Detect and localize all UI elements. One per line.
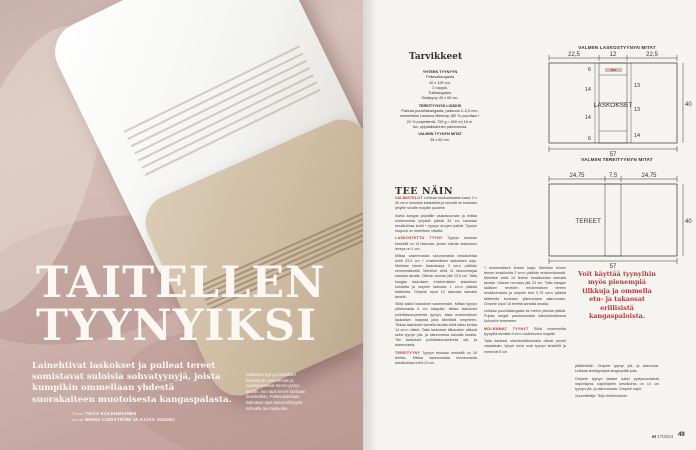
title-line: TAITELLEN — [36, 258, 326, 308]
pull-quote: Voit käyttää tyynyihin myös pienempiä tilkkuja ja ommella etu- ja takaosat erillisistä kangaspaloista. — [578, 270, 656, 321]
height-label: 40 — [685, 219, 692, 225]
instruction-paragraph — [484, 327, 566, 337]
paragraph-text: Tyynyn etuosan keskellä on 16 teretta. Mittaa vasemmasta sivureunasta keskikohtaa kohti 23 cm — [395, 350, 477, 365]
instruction-paragraph: Silitä kaikki laskokset vasemmalle. Mittaa tyynyn yläreunasta 6 cm alaspäin, tikkaa laskokset poikittaisompeleella tyynyn, alsta ensimmäisen laskoksen harjasta joka kiinnittää ompeleen. Tikkaa laskokset samalla tavalla vielä kaksi kertaa 14 cm:n välein. Taita laskokset tikkausten välissä sekä tyynyn ylä- ja alareunasta samalla tavalla. Tee laskokset poikittaisompeleella ylä- ja alareunasta. — [395, 302, 477, 348]
dimension-label: 22,5 — [568, 52, 580, 58]
dimension-label: 7,5 — [608, 173, 618, 179]
credit-label: Kuvat — [72, 418, 84, 422]
instructions-heading: TEE NÄIN — [395, 186, 454, 197]
materials-subheading: YHTEEN TYYNYYN — [422, 70, 458, 74]
height-label: 40 — [685, 102, 692, 108]
page-number: 49 — [678, 432, 685, 438]
instruction-paragraph: Ompele tyynyn taakse kaksi pystysuuntaista napinläpeä, napinläpien keskikohta on 14 cm tyynyn ylä- ja alareunasta. Ompele napit. — [575, 376, 659, 391]
materials-line: 40 x 150 cm. — [429, 80, 451, 85]
article-title — [36, 258, 326, 351]
materials-line: Iso, sylpäsikkärinen paininneula. — [412, 124, 468, 129]
article-lead: Lainehtivat laskokset ja pulleat tereet somistavat suloisia sohvatyynyjä, joista kumpikin ommellaan yhdestä suorakaiteen muotoisesta kangaspalasta. — [32, 361, 232, 405]
credit-name: MINNA LINDSTRÖM JA KAISA JOUHKI — [84, 417, 175, 422]
dimension-label: 22,5 — [646, 52, 658, 58]
pleat-pillow-diagram — [541, 51, 693, 156]
dimension-label: 24,75 — [641, 173, 657, 179]
dimension-label: 24,75 — [569, 173, 585, 179]
instruction-paragraph — [395, 236, 477, 251]
instruction-paragraph — [395, 196, 477, 211]
section-label: MOLEMMAT TYYNYT — [484, 326, 529, 331]
instruction-paragraph: Leikkaa puuvillalangasta ta metrin pituisia pätkiä. Pujota langat parsinneulalla kaksinkertaisena kuhunkin tereeseen. — [484, 309, 566, 324]
zone-label: LASKOKSET — [593, 102, 633, 109]
segment-label: 14 — [584, 87, 591, 93]
issue-number: 17/2024 — [657, 434, 674, 439]
materials-heading: Tarvikkeet — [409, 52, 463, 62]
materials-line: Pellavakangasta — [426, 75, 454, 80]
article-credits — [72, 411, 242, 423]
credit-label: Teksti — [72, 412, 85, 416]
pleat-line — [124, 46, 300, 133]
segment-label: 14 — [584, 115, 591, 121]
instruction-paragraph: Taita kankaat oluenkeskikohdalla oikeat puolet vastakkain, lyhyet sivut ovat tyynyn keskellä ja menevät 5 cm — [484, 339, 566, 354]
segment-label: 13 — [634, 107, 641, 113]
instructions-column — [395, 196, 477, 444]
materials-list — [399, 68, 481, 143]
page-gutter-shadow — [363, 0, 377, 450]
instruction-paragraph: päällekkäin. Ompele tyynyn ylä- ja alareunat. Leikkaa tereityynystä langanpäät pois. — [575, 364, 659, 374]
paragraph-text: Tyynyn etuosan keskellä on 13 laskosta, yhden valmiin laskoksen leveys on 1 cm. — [395, 236, 477, 251]
materials-line: 2 nappia. — [432, 85, 448, 90]
dimension-label: 12 — [609, 52, 617, 58]
instructions-column — [484, 266, 566, 444]
segment-label: 6 — [587, 136, 591, 142]
width-label: 57 — [609, 264, 617, 270]
credit-name: TEIJA KOLEHMAINEN — [85, 411, 137, 416]
title-line: TYYNYIKSI — [36, 301, 318, 351]
paragraph-text: Leikkaa tukikankaasta kaksi 3 x 40 cm:n kokoista kaistaletta ja kiinnitä ne kankaan lyhyille sivuille nurjalle puolelle. — [395, 196, 477, 211]
tuck-zone — [605, 184, 621, 256]
instruction-paragraph: + ensimmäisen tereen harja. Merkitse toinen tereen keskikohta 2 cm:n päähän ensimmäisestä. Merkitse vielä 14 tereen keskikohtaa samalla tavalla. Oikean reunaan jää 23 cm. Taita kangas kaikkien tereiden ensimmäisen tereen keskikohdasta ja ompele tere 0,75 cm:n päästä taitteesta kankaan yläreunasta alareunaan. Ompele loput 15 terettä samalla tavalla. — [484, 266, 566, 306]
pleat-line — [131, 60, 307, 147]
designer-credit-text: Suunnittelija: Teija Kolehmainen — [575, 394, 628, 399]
instruction-paragraph — [395, 351, 477, 366]
section-label: VALMISTELUT — [395, 196, 423, 200]
materials-subheading: VALMIIN TYYNYN MITAT — [418, 132, 462, 137]
zone-label: TEREET — [575, 218, 601, 225]
paragraph-text: Silitä molemmilla tyynyillä sivuista 5 cm:n kääntevara nurjalle. — [484, 326, 566, 336]
materials-line: Paksua puuvillakangasta, paksuus 2–2,5 mm, esimerkiksi Lankava Minimop (80 % puuvillaa + 20 % polyesteriä, 700 g = 690 m) 16 m. — [400, 109, 480, 124]
pleat-line — [127, 53, 303, 140]
section-label: TEREITYYNY — [395, 350, 421, 355]
designer-credit — [575, 394, 659, 399]
pillow-outline — [549, 184, 677, 256]
photo-caption: Valkoisen tyynyn laskokset keskittyvät vasemmalle ja vaaleanruskeat tereet tyynyn sivuille, kun taas tereet kankaan keskikohtiin. Pellavakankaan laskokset taas luovat elävyyttä sohvalle tai nojatuoliin. — [246, 372, 306, 411]
magazine-issue — [652, 434, 673, 439]
instructions-column — [575, 364, 659, 436]
segment-label: 14 — [634, 133, 641, 139]
segment-label: 6 — [587, 67, 591, 73]
materials-subheading: TEREITYYNYN LISÄKSI — [418, 103, 462, 108]
section-label: LASKOSTETTU TYYNY — [395, 236, 443, 241]
magazine-name: et — [652, 434, 656, 439]
materials-line: 38 x 60 cm. — [430, 137, 450, 142]
segment-label: 13 — [634, 83, 641, 89]
instruction-paragraph: Mittaa vasemmasta sivureunasta keskikohtaa kohti 23,5 cm + ensimmäisen laskoksen kaju. Merkitse toinen laskoskarja 3 cm:n päähän ensimmäisestä. Merkitse vielä 11 laskosharjaa samalla tavalla. Oikean reunan jää 23,5 cm. Taita kangas laskoksen ensimmäisen laskoksen kohdalta ja ompele laskoksi 1 cm:n päästä taitteesta. Ompele loput 12 laskosta samalla tavalla. — [395, 254, 477, 299]
instructions-page — [363, 0, 696, 450]
measure-note: Mitta — [610, 69, 617, 72]
materials-line: Sisätyyny 40 x 60 cm. — [421, 96, 459, 101]
tuck-diagram-caption: VALMIIN TEREITYYNYN MITAT — [581, 157, 653, 162]
width-label: 57 — [609, 152, 617, 158]
tuck-pillow-diagram — [541, 163, 693, 268]
pleat-diagram-caption: VALMIIN LASKOSTYYNYN MITAT — [578, 45, 656, 50]
materials-line: Tukikangasta. — [428, 91, 452, 96]
instruction-paragraph: Aseta kangas pöydälle vaakasuoraan ja mittaa molemmista lyhyistä päistä 33 cm kankaan keskikohtaa kohti + tyynyn sivujen paikat. Tyynyn etupuoli on merkitsen viivalla. — [395, 213, 477, 233]
